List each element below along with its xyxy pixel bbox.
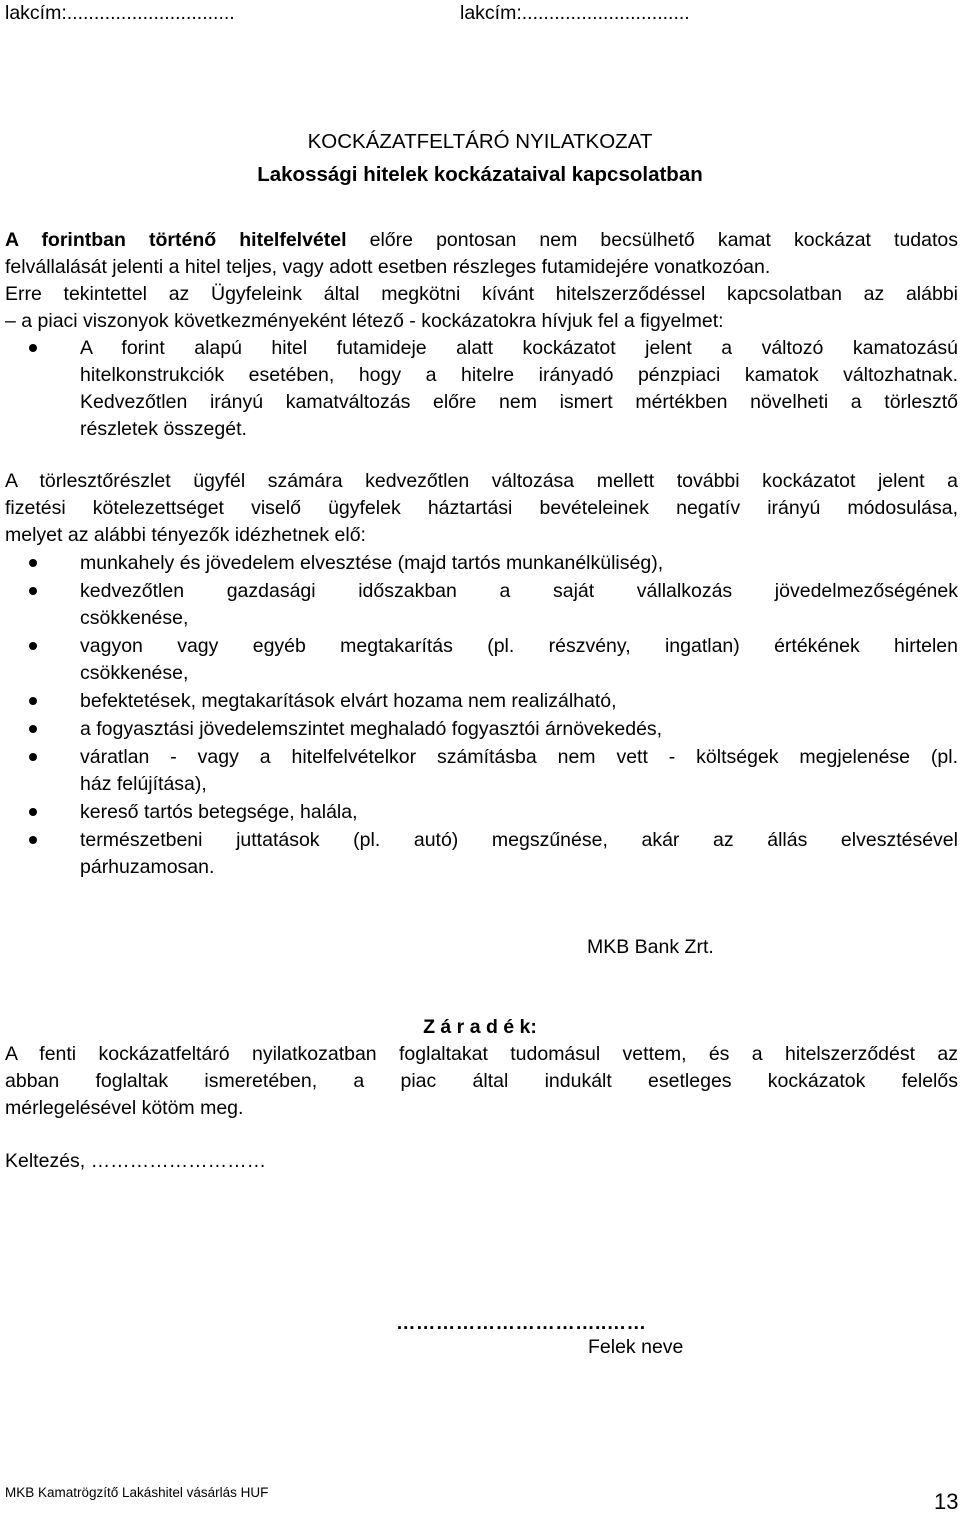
clause-line-1: A fenti kockázatfeltáró nyilatkozatban foglaltakat tudomásul vettem, és a hitelszerződést az [5, 1043, 958, 1065]
bullet-icon [27, 640, 39, 652]
first-bullet-line-3: Kedvezőtlen irányú kamatváltozás előre nem ismert mértékben növelheti a törlesztő [80, 391, 958, 413]
page-number: 13 [934, 1489, 959, 1514]
bullet-icon [27, 806, 39, 818]
signature-dots: …………………………..…… [396, 1312, 647, 1334]
first-bullet-line-4: részletek összegét. [80, 418, 247, 440]
footer-document-name: MKB Kamatrögzítő Lakáshitel vásárlás HUF [5, 1485, 269, 1500]
para2-line-3: melyet az alábbi tényezők idézhetnek elő: [5, 524, 366, 546]
bullet-icon [27, 723, 39, 735]
bullet-icon [27, 557, 39, 569]
factor-item: vagyon vagy egyéb megtakarítás (pl. részvény, ingatlan) értékének hirtelen [80, 635, 958, 657]
clause-heading: Z á r a d é k: [423, 1016, 537, 1038]
factor-item-continuation: csökkenése, [80, 607, 189, 629]
document-subtitle: Lakossági hitelek kockázataival kapcsolatban [257, 163, 703, 186]
intro-line-1-rest: előre pontosan nem becsülhető kamat kockázat tudatos [346, 229, 959, 251]
intro-line-3: Erre tekintettel az Ügyfeleink által megkötni kívánt hitelszerződéssel kapcsolatban az alábbi [5, 283, 958, 305]
factor-item: munkahely és jövedelem elvesztése (majd tartós munkanélküliség), [80, 552, 664, 574]
factor-item: a fogyasztási jövedelemszintet meghaladó fogyasztói árnövekedés, [80, 718, 663, 740]
header-address-left: lakcím:............................... [5, 2, 235, 24]
factor-item-continuation: párhuzamosan. [80, 856, 215, 878]
first-bullet-line-1: A forint alapú hitel futamideje alatt kockázatot jelent a változó kamatozású [80, 337, 958, 359]
clause-line-3: mérlegelésével kötöm meg. [5, 1097, 244, 1119]
intro-line-1 [5, 227, 958, 254]
intro-line-2: felvállalását jelenti a hitel teljes, vagy adott esetben részleges futamidejére vonatkozóan. [5, 256, 771, 278]
bullet-icon [27, 751, 39, 763]
clause-line-2: abban foglaltak ismeretében, a piac által indukált esetleges kockázatok felelős [5, 1070, 958, 1092]
bullet-icon [27, 585, 39, 597]
factor-item: váratlan - vagy a hitelfelvételkor számításba nem vett - költségek megjelenése (pl. [80, 746, 958, 768]
intro-line-4: – a piaci viszonyok következményeként létező - kockázatokra hívjuk fel a figyelmet: [5, 310, 724, 332]
factor-item: befektetések, megtakarítások elvárt hozama nem realizálható, [80, 690, 617, 712]
bullet-icon [27, 342, 39, 354]
document-title: KOCKÁZATFELTÁRÓ NYILATKOZAT [307, 130, 653, 153]
factor-item: természetbeni juttatások (pl. autó) megszűnése, akár az állás elvesztésével [80, 829, 958, 851]
bank-name: MKB Bank Zrt. [587, 936, 714, 958]
factor-item-continuation: csökkenése, [80, 662, 189, 684]
factor-item: kereső tartós betegsége, halála, [80, 801, 358, 823]
date-line: Keltezés, ……………………… [5, 1150, 267, 1172]
factor-item-continuation: ház felújítása), [80, 773, 207, 795]
para2-line-1: A törlesztőrészlet ügyfél számára kedvezőtlen változása mellett további kockázatot jelent a [5, 470, 958, 492]
signature-label: Felek neve [588, 1336, 684, 1358]
header-address-right: lakcím:............................... [460, 2, 690, 24]
first-bullet-line-2: hitelkonstrukciók esetében, hogy a hitelre irányadó pénzpiaci kamatok változhatnak. [80, 364, 958, 386]
intro-bold: A forintban történő hitelfelvétel [5, 229, 347, 251]
para2-line-2: fizetési kötelezettséget viselő ügyfelek háztartási bevételeinek negatív irányú módosulása, [5, 497, 958, 519]
factor-item: kedvezőtlen gazdasági időszakban a saját vállalkozás jövedelmezőségének [80, 580, 958, 602]
bullet-icon [27, 834, 39, 846]
bullet-icon [27, 695, 39, 707]
